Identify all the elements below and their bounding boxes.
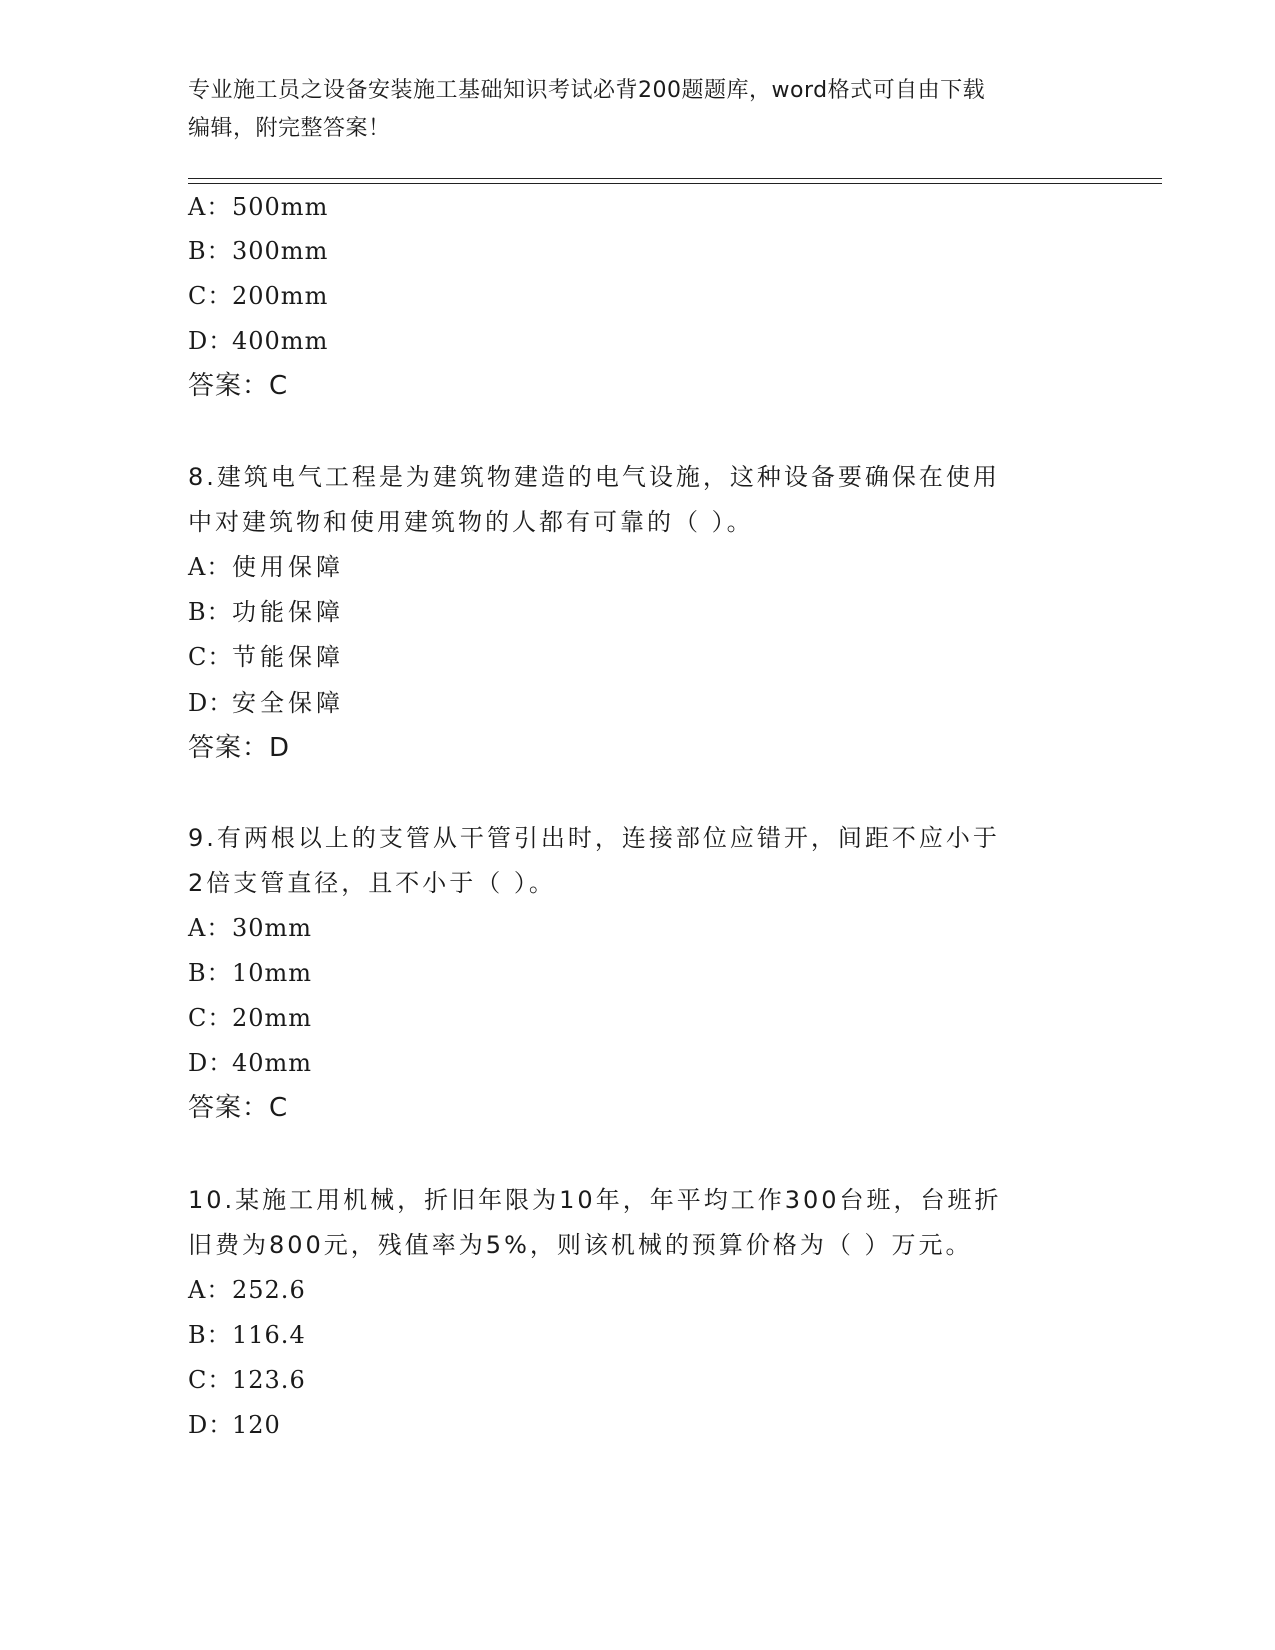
option-label: A：: [188, 1276, 232, 1304]
option-c: [188, 1365, 306, 1395]
question-stem-line-1: 9.有两根以上的支管从干管引出时，连接部位应错开，间距不应小于: [188, 824, 1000, 852]
option-a: [188, 913, 312, 943]
option-b: [188, 236, 328, 266]
header-title-line-1: 专业施工员之设备安装施工基础知识考试必背200题题库，word格式可自由下载: [188, 78, 986, 103]
option-text: 400mm: [232, 327, 329, 355]
option-text: 安全保障: [232, 689, 344, 717]
option-label: B：: [188, 237, 232, 265]
option-label: D：: [188, 689, 234, 717]
question-stem-line-2: 中对建筑物和使用建筑物的人都有可靠的（ ）。: [188, 508, 754, 536]
option-label: C：: [188, 1004, 233, 1032]
option-b: [188, 597, 344, 627]
option-label: C：: [188, 1366, 233, 1394]
option-label: B：: [188, 598, 232, 626]
header-divider-top: [188, 178, 1162, 179]
option-label: A：: [188, 553, 232, 581]
option-c: [188, 281, 328, 311]
option-text: 10mm: [232, 959, 313, 987]
question-stem-line-1: 8.建筑电气工程是为建筑物建造的电气设施，这种设备要确保在使用: [188, 463, 1000, 491]
question-stem-line-2: 旧费为800元，残值率为5%，则该机械的预算价格为（ ）万元。: [188, 1231, 973, 1259]
option-text: 123.6: [232, 1366, 306, 1394]
option-label: B：: [188, 1321, 232, 1349]
option-label: C：: [188, 282, 233, 310]
option-text: 功能保障: [232, 598, 344, 626]
answer-line: 答案：D: [188, 733, 291, 763]
option-text: 20mm: [232, 1004, 313, 1032]
option-text: 200mm: [232, 282, 329, 310]
header-title-line-2: 编辑，附完整答案！: [188, 116, 391, 141]
header-divider-bottom: [188, 183, 1162, 184]
option-a: [188, 192, 328, 222]
option-d: [188, 326, 328, 356]
option-label: B：: [188, 959, 232, 987]
document-header: [188, 72, 1088, 148]
option-label: A：: [188, 193, 232, 221]
option-c: [188, 642, 344, 672]
option-label: A：: [188, 914, 232, 942]
answer-line: 答案：C: [188, 1093, 289, 1123]
option-text: 40mm: [232, 1049, 313, 1077]
option-label: D：: [188, 327, 234, 355]
option-b: [188, 958, 312, 988]
option-text: 252.6: [232, 1276, 306, 1304]
answer-line: 答案：C: [188, 371, 289, 401]
option-d: [188, 1048, 312, 1078]
option-text: 节能保障: [232, 643, 344, 671]
question-stem-line-1: 10.某施工用机械，折旧年限为10年，年平均工作300台班，台班折: [188, 1186, 1002, 1214]
option-a: [188, 552, 344, 582]
question-stem-line-2: 2倍支管直径，且不小于（ ）。: [188, 869, 556, 897]
option-text: 120: [232, 1411, 281, 1439]
option-label: C：: [188, 643, 233, 671]
option-text: 300mm: [232, 237, 329, 265]
option-d: [188, 1410, 281, 1440]
option-a: [188, 1275, 306, 1305]
option-c: [188, 1003, 312, 1033]
option-label: D：: [188, 1049, 234, 1077]
option-text: 116.4: [232, 1321, 306, 1349]
option-text: 30mm: [232, 914, 313, 942]
option-label: D：: [188, 1411, 234, 1439]
option-d: [188, 688, 344, 718]
option-text: 500mm: [232, 193, 329, 221]
option-text: 使用保障: [232, 553, 344, 581]
option-b: [188, 1320, 306, 1350]
